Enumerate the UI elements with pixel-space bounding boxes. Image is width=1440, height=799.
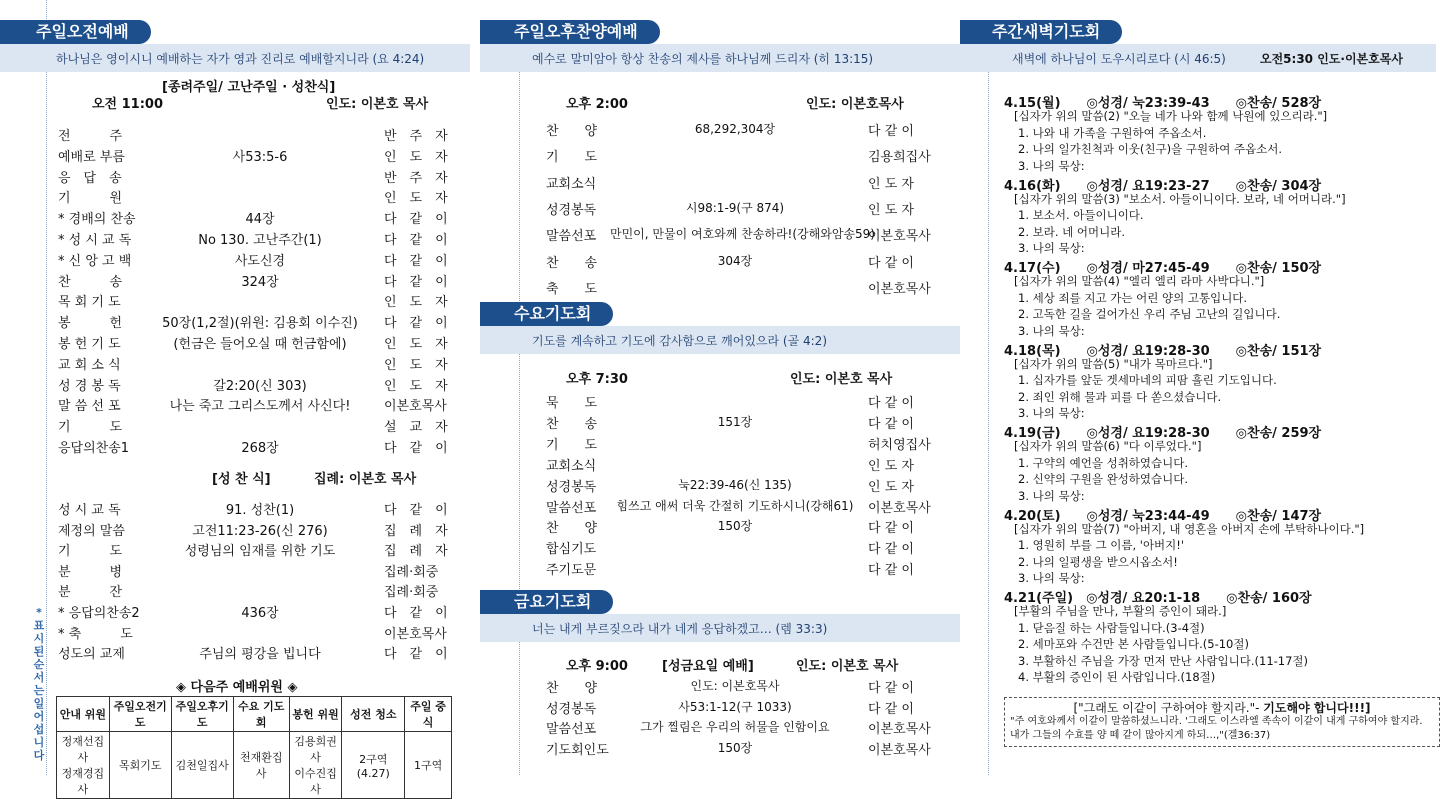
order-person: 이본호목사 bbox=[868, 742, 931, 758]
wednesday-leader: 인도: 이본호 목사 bbox=[790, 372, 893, 387]
order-item: * 신 앙 고 백 bbox=[58, 253, 132, 269]
service-leader: 인도: 이본호 목사 bbox=[326, 97, 429, 112]
order-row bbox=[0, 437, 470, 455]
day-heading: 4.19(금) ◎성경/ 요19:28-30 ◎찬송/ 259장 bbox=[1004, 426, 1322, 441]
order-row bbox=[480, 146, 960, 164]
order-person: 다 같 이 bbox=[868, 521, 914, 537]
order-item: 찬 양 bbox=[546, 681, 598, 696]
order-item: 봉 헌 bbox=[58, 316, 123, 332]
quote-body: "주 여호와께서 이같이 말씀하셨느니라. '그래도 이스라엘 족속이 이같이 내게 구하여야 할지라. 내가 그들의 수효를 양 떼 같이 많아지게 하되…,"(겔36:37) bbox=[1010, 716, 1423, 741]
order-person: 인 도 자 bbox=[384, 149, 448, 165]
order-content: 사도신경 bbox=[234, 253, 286, 269]
table-cell: 2구역(4.27) bbox=[342, 732, 405, 799]
order-content: 시98:1-9(구 874) bbox=[685, 200, 785, 215]
order-item: 응 답 송 bbox=[58, 170, 122, 186]
order-row bbox=[0, 250, 470, 268]
day-heading: 4.21(주일) ◎성경/ 요20:1-18 ◎찬송/ 160장 bbox=[1004, 591, 1312, 606]
order-content: 힘쓰고 애써 더욱 간절히 기도하시니(강해61) bbox=[616, 498, 854, 513]
wednesday-time: 오후 7:30 bbox=[566, 372, 628, 387]
next-week-title: ◈ 다음주 예배위원 ◈ bbox=[176, 680, 298, 695]
order-item: 기 도 bbox=[546, 437, 598, 453]
day-heading: 4.17(수) ◎성경/ 마27:45-49 ◎찬송/ 150장 bbox=[1004, 261, 1322, 276]
table-header: 안내 위원 bbox=[57, 697, 110, 732]
order-person: 다 같 이 bbox=[868, 563, 914, 579]
order-person: 김용희집사 bbox=[868, 150, 931, 166]
day-theme: [십자가 위의 말씀(6) "다 이루었다."] bbox=[1014, 439, 1202, 453]
order-item: 제정의 말씀 bbox=[58, 523, 125, 539]
order-content: 성령님의 임재를 위한 기도 bbox=[184, 544, 336, 560]
order-content: 150장 bbox=[717, 519, 753, 534]
order-item: 성 시 교 독 bbox=[58, 503, 121, 518]
day-item: 1. 십자가를 앞둔 겟세마네의 피땀 흘린 기도입니다. bbox=[1018, 373, 1277, 387]
order-item: 말씀선포 bbox=[546, 722, 597, 737]
order-item: 기 도 bbox=[546, 150, 598, 166]
order-person: 설 교 자 bbox=[384, 420, 448, 436]
order-row bbox=[0, 187, 470, 205]
order-person: 허치영집사 bbox=[868, 437, 931, 453]
order-person: 다 같 이 bbox=[384, 503, 448, 518]
order-item: 합심기도 bbox=[546, 542, 597, 558]
order-row bbox=[0, 167, 470, 185]
order-person: 다 같 이 bbox=[384, 274, 448, 290]
order-row bbox=[480, 434, 960, 452]
order-row bbox=[0, 125, 470, 143]
order-item: 예배로 부름 bbox=[58, 149, 125, 165]
service-time: 오전 11:00 bbox=[92, 97, 164, 112]
section-verse: 예수로 말미암아 항상 찬송의 제사를 하나님께 드리자 (히 13:15) bbox=[532, 52, 874, 66]
sunday-afternoon-column bbox=[480, 0, 960, 775]
order-content: 그가 찔림은 우리의 허물을 인함이요 bbox=[640, 720, 830, 734]
order-row bbox=[480, 252, 960, 270]
order-row bbox=[0, 623, 470, 641]
section-verse: 하나님은 영이시니 예배하는 자가 영과 진리로 예배할지니라 (요 4:24) bbox=[56, 52, 425, 66]
order-person: 집례·회중 bbox=[384, 564, 439, 580]
order-person: 다 같 이 bbox=[868, 396, 914, 411]
order-content: 304장 bbox=[717, 253, 753, 268]
day-heading: 4.16(화) ◎성경/ 요19:23-27 ◎찬송/ 304장 bbox=[1004, 178, 1322, 194]
order-row bbox=[0, 602, 470, 620]
order-row bbox=[480, 476, 960, 494]
day-item: 3. 나의 묵상: bbox=[1018, 323, 1085, 338]
order-item: 찬 양 bbox=[546, 521, 598, 537]
order-item: 말씀선포 bbox=[546, 229, 597, 245]
order-row bbox=[480, 413, 960, 431]
order-row bbox=[0, 520, 470, 538]
section-tab: 주일오후찬양예배 bbox=[480, 20, 660, 44]
day-item: 1. 구약의 예언을 성취하였습니다. bbox=[1018, 455, 1189, 470]
order-row bbox=[480, 517, 960, 535]
order-person: 다 같 이 bbox=[384, 606, 448, 621]
sunday-morning-column bbox=[0, 0, 470, 796]
standing-note: *표시된 순서는 일어섭니다 bbox=[33, 606, 45, 762]
order-person: 인 도 자 bbox=[868, 458, 914, 474]
order-item: 기 도 bbox=[58, 544, 123, 560]
friday-verse: 너는 내게 부르짖으라 내가 네게 응답하겠고… (렘 33:3) bbox=[532, 622, 828, 636]
order-content: 사53:1-12(구 1033) bbox=[678, 699, 792, 714]
order-row bbox=[0, 208, 470, 226]
order-item: 기도회인도 bbox=[546, 742, 609, 758]
day-theme: [부활의 주님을 만나, 부활의 증인이 돼라.] bbox=[1014, 604, 1227, 618]
order-person: 인 도 자 bbox=[384, 378, 448, 394]
order-content: No 130. 고난주간(1) bbox=[198, 233, 322, 248]
order-row bbox=[0, 395, 470, 413]
order-item: 봉 헌 기 도 bbox=[58, 337, 121, 352]
order-person: 이본호목사 bbox=[868, 281, 931, 297]
table-cell: 천재환집사 bbox=[233, 732, 289, 799]
day-item: 3. 나의 묵상: bbox=[1018, 158, 1085, 173]
order-content: 44장 bbox=[245, 212, 275, 228]
day-item: 2. 보라. 네 어머니라. bbox=[1018, 224, 1126, 239]
order-row bbox=[480, 455, 960, 473]
communion-title: [성 찬 식] bbox=[212, 472, 271, 487]
service-time: 오후 2:00 bbox=[566, 97, 628, 112]
wednesday-tab: 수요기도회 bbox=[480, 302, 613, 326]
order-person: 다 같 이 bbox=[384, 233, 448, 248]
order-person: 인 도 자 bbox=[868, 176, 914, 192]
order-item: 기 도 bbox=[58, 420, 123, 436]
order-item: 응답의찬송1 bbox=[58, 441, 130, 456]
day-heading: 4.18(목) ◎성경/ 요19:28-30 ◎찬송/ 151장 bbox=[1004, 343, 1322, 359]
quote-title-b: 기도해야 합니다!!!] bbox=[1263, 701, 1371, 715]
order-item: 축 도 bbox=[546, 281, 598, 297]
day-item: 4. 부활의 증인이 된 사람입니다.(18절) bbox=[1018, 670, 1216, 684]
section-verse: 새벽에 하나님이 도우시리로다 (시 46:5) bbox=[1012, 52, 1226, 66]
day-theme: [십자가 위의 말씀(4) "엘리 엘리 라마 사박다니."] bbox=[1014, 274, 1265, 288]
day-heading: 4.15(월) ◎성경/ 눅23:39-43 ◎찬송/ 528장 bbox=[1004, 96, 1322, 111]
order-row bbox=[480, 739, 960, 757]
order-item: * 경배의 찬송 bbox=[58, 212, 136, 228]
dawn-time-leader: 오전5:30 인도·이본호목사 bbox=[1260, 52, 1403, 66]
service-leader: 인도: 이본호목사 bbox=[806, 97, 904, 112]
day-item: 1. 세상 죄를 지고 가는 어린 양의 고통입니다. bbox=[1018, 290, 1248, 305]
day-theme: [십자가 위의 말씀(7) "아버지, 내 영혼을 아버지 손에 부탁하나이다."] bbox=[1014, 521, 1365, 536]
day-item: 1. 닫음질 하는 사람들입니다.(3-4절) bbox=[1018, 620, 1205, 635]
day-item: 2. 세마포와 수건만 본 사람들입니다.(5-10절) bbox=[1018, 637, 1249, 651]
order-item: 묵 도 bbox=[546, 396, 598, 411]
order-person: 다 같 이 bbox=[868, 681, 914, 696]
order-row bbox=[480, 698, 960, 716]
order-item: 분 병 bbox=[58, 564, 123, 580]
order-item: 성 경 봉 독 bbox=[58, 378, 121, 394]
order-person: 이본호목사 bbox=[384, 399, 447, 415]
table-header: 주일오전기도 bbox=[109, 697, 171, 732]
order-row bbox=[0, 499, 470, 517]
order-content: 갈2:20(신 303) bbox=[213, 378, 307, 394]
day-item: 2. 나의 일가친척과 이웃(친구)을 구원하여 주옵소서. bbox=[1018, 142, 1283, 156]
order-person: 반 주 자 bbox=[384, 129, 448, 144]
order-person: 다 같 이 bbox=[868, 542, 914, 558]
order-item: 주기도문 bbox=[546, 563, 597, 579]
order-person: 인 도 자 bbox=[384, 357, 448, 373]
day-item: 2. 나의 일평생을 받으시옵소서! bbox=[1018, 554, 1178, 569]
order-person: 다 같 이 bbox=[868, 701, 914, 717]
day-item: 1. 나와 내 가족을 구원하여 주옵소서. bbox=[1018, 125, 1207, 140]
day-item: 2. 신약의 구원을 완성하였습니다. bbox=[1018, 472, 1189, 486]
table-header: 주일 중식 bbox=[405, 697, 452, 732]
day-theme: [십자가 위의 말씀(3) "보소서. 아들이니이다. 보라, 네 어머니라."] bbox=[1014, 191, 1346, 206]
order-person: 다 같 이 bbox=[384, 647, 448, 663]
table-cell: 정재선집사 정재경집사 bbox=[57, 732, 110, 799]
day-item: 3. 부활하신 주님을 가장 먼저 만난 사람입니다.(11-17절) bbox=[1018, 653, 1309, 668]
friday-leader: 인도: 이본호 목사 bbox=[796, 659, 899, 674]
order-content: 68,292,304장 bbox=[694, 122, 776, 136]
order-content: 50장(1,2절)(위원: 김용회 이수진) bbox=[162, 316, 358, 332]
dawn-prayer-column bbox=[960, 0, 1436, 775]
order-item: 기 원 bbox=[58, 191, 123, 207]
day-heading: 4.20(토) ◎성경/ 눅23:44-49 ◎찬송/ 147장 bbox=[1004, 508, 1322, 524]
order-content: 고전11:23-26(신 276) bbox=[192, 523, 328, 539]
order-row bbox=[480, 225, 960, 243]
friday-tab: 금요기도회 bbox=[480, 590, 613, 614]
order-content: 324장 bbox=[241, 274, 279, 290]
order-person: 다 같 이 bbox=[868, 416, 914, 432]
order-item: 찬 송 bbox=[546, 255, 598, 271]
order-item: * 성 시 교 독 bbox=[58, 233, 132, 248]
order-content: 인도: 이본호목사 bbox=[690, 679, 780, 693]
order-item: 찬 송 bbox=[58, 274, 123, 290]
order-person: 인 도 자 bbox=[868, 479, 914, 495]
order-content: (헌금은 들어오실 때 헌금함에) bbox=[173, 337, 347, 352]
order-item: 말 씀 선 포 bbox=[58, 399, 121, 415]
order-content: 사53:5-6 bbox=[232, 149, 288, 165]
order-content: 나는 죽고 그리스도께서 사신다! bbox=[169, 399, 351, 415]
service-subtitle: [종려주일/ 고난주일 · 성찬식] bbox=[162, 80, 336, 95]
order-person: 인 도 자 bbox=[384, 191, 448, 207]
wednesday-verse: 기도를 계속하고 기도에 감사함으로 깨어있으라 (골 4:2) bbox=[532, 334, 827, 348]
order-row bbox=[0, 146, 470, 164]
order-row bbox=[0, 375, 470, 393]
order-content: 만민이, 만물이 여호와께 찬송하라!(강해와암송59) bbox=[610, 227, 875, 242]
order-item: 찬 양 bbox=[546, 124, 598, 139]
order-person: 인 도 자 bbox=[868, 202, 914, 218]
order-item: 전 주 bbox=[58, 129, 123, 144]
order-item: 성경봉독 bbox=[546, 479, 597, 495]
order-person: 이본호목사 bbox=[868, 500, 931, 516]
order-person: 집 례 자 bbox=[384, 523, 448, 539]
order-person: 다 같 이 bbox=[384, 212, 448, 228]
order-item: 교회소식 bbox=[546, 176, 597, 192]
order-row bbox=[480, 538, 960, 556]
order-content: 151장 bbox=[717, 414, 753, 429]
order-row bbox=[480, 392, 960, 410]
order-person: 이본호목사 bbox=[384, 626, 447, 642]
order-row bbox=[0, 354, 470, 372]
order-person: 이본호목사 bbox=[868, 722, 931, 737]
order-person: 다 같 이 bbox=[384, 316, 448, 332]
section-tab: 주일오전예배 bbox=[0, 20, 151, 44]
order-content: 91. 성찬(1) bbox=[225, 503, 295, 518]
order-row bbox=[0, 271, 470, 289]
order-row bbox=[480, 718, 960, 736]
committee-table bbox=[56, 696, 452, 799]
order-row bbox=[480, 677, 960, 695]
order-row bbox=[0, 561, 470, 579]
order-item: 성도의 교제 bbox=[58, 647, 125, 663]
table-cell: 김천일집사 bbox=[171, 732, 233, 799]
order-row bbox=[480, 278, 960, 296]
order-person: 인 도 자 bbox=[384, 337, 448, 352]
table-cell: 김용희권사 이수진집사 bbox=[289, 732, 342, 799]
day-item: 3. 나의 묵상: bbox=[1018, 406, 1085, 420]
order-row bbox=[480, 199, 960, 217]
order-person: 반 주 자 bbox=[384, 170, 448, 186]
day-item: 2. 고독한 길을 걸어가신 우리 주님 고난의 길입니다. bbox=[1018, 307, 1281, 321]
quote-title-a: ["그래도 이같이 구하여야 할지라."- bbox=[1073, 701, 1264, 715]
order-item: 교 회 소 식 bbox=[58, 357, 121, 373]
order-row bbox=[0, 416, 470, 434]
table-cell: 목회기도 bbox=[109, 732, 171, 799]
table-header: 수요 기도회 bbox=[233, 697, 289, 732]
order-content: 436장 bbox=[241, 606, 279, 621]
order-row bbox=[0, 229, 470, 247]
day-theme: [십자가 위의 말씀(5) "내가 목마르다."] bbox=[1014, 356, 1213, 371]
order-content: 268장 bbox=[241, 441, 279, 456]
day-item: 3. 나의 묵상: bbox=[1018, 241, 1085, 255]
day-item: 3. 나의 묵상: bbox=[1018, 571, 1085, 585]
table-header: 성전 청소 bbox=[342, 697, 405, 732]
prayer-quote-box bbox=[1004, 697, 1440, 747]
order-person: 다 같 이 bbox=[384, 253, 448, 269]
friday-time: 오후 9:00 bbox=[566, 659, 628, 674]
order-item: 성경봉독 bbox=[546, 202, 597, 218]
order-row bbox=[480, 497, 960, 515]
order-content: 150장 bbox=[717, 740, 753, 755]
order-item: 성경봉독 bbox=[546, 701, 597, 717]
communion-leader: 집례: 이본호 목사 bbox=[314, 472, 417, 487]
day-item: 2. 죄인 위해 물과 피를 다 쏟으셨습니다. bbox=[1018, 389, 1222, 404]
order-row bbox=[0, 581, 470, 599]
day-item: 1. 보소서. 아들이니이다. bbox=[1018, 208, 1144, 222]
order-row bbox=[480, 120, 960, 138]
order-item: 분 잔 bbox=[58, 585, 123, 601]
order-item: * 축 도 bbox=[58, 626, 133, 642]
order-person: 집례·회중 bbox=[384, 585, 439, 601]
table-header: 주일오후기도 bbox=[171, 697, 233, 732]
order-content: 눅22:39-46(신 135) bbox=[678, 477, 792, 492]
order-row bbox=[0, 643, 470, 661]
order-content: 주님의 평강을 빕니다 bbox=[199, 647, 321, 663]
order-row bbox=[480, 173, 960, 191]
order-row bbox=[0, 291, 470, 309]
order-person: 다 같 이 bbox=[868, 124, 914, 139]
friday-title: [성금요일 예배] bbox=[662, 659, 754, 674]
day-item: 3. 나의 묵상: bbox=[1018, 488, 1085, 503]
order-item: 교회소식 bbox=[546, 458, 597, 474]
order-item: 말씀선포 bbox=[546, 500, 597, 516]
day-item: 1. 영원히 부를 그 이름, '아버지!' bbox=[1018, 538, 1185, 552]
order-item: * 응답의찬송2 bbox=[58, 606, 140, 621]
order-row bbox=[480, 559, 960, 577]
day-theme: [십자가 위의 말씀(2) "오늘 네가 나와 함께 낙원에 있으리라."] bbox=[1014, 109, 1328, 123]
order-item: 찬 송 bbox=[546, 416, 598, 432]
section-tab: 주간새벽기도회 bbox=[960, 20, 1122, 44]
order-person: 다 같 이 bbox=[384, 441, 448, 456]
order-row bbox=[0, 312, 470, 330]
table-header: 봉헌 위원 bbox=[289, 697, 342, 732]
order-person: 인 도 자 bbox=[384, 295, 448, 311]
order-row bbox=[0, 540, 470, 558]
order-person: 다 같 이 bbox=[868, 255, 914, 271]
order-person: 집 례 자 bbox=[384, 544, 448, 560]
order-row bbox=[0, 333, 470, 351]
order-item: 목 회 기 도 bbox=[58, 295, 121, 311]
order-person: 이본호목사 bbox=[868, 229, 931, 245]
table-cell: 1구역 bbox=[405, 732, 452, 799]
